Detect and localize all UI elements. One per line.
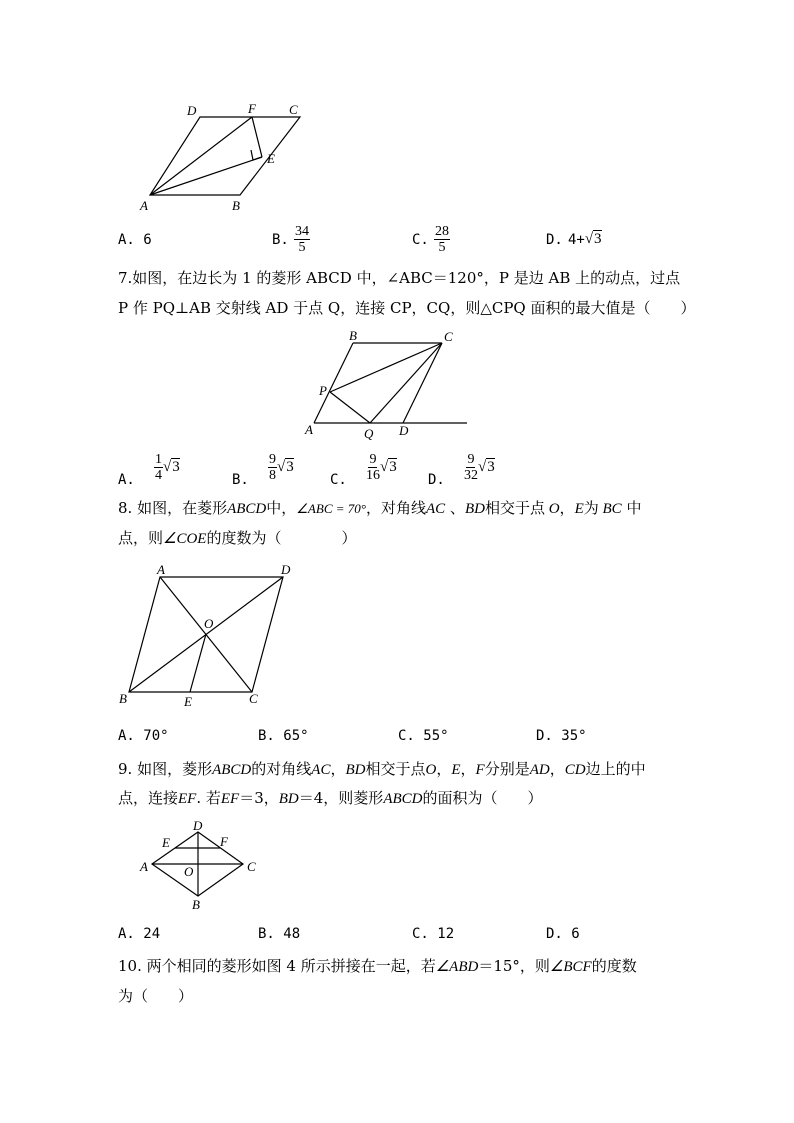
text-segment: 的面积为（ ） [422,789,543,807]
numerator: 28 [434,224,449,239]
text-segment: ， [549,760,565,778]
text-segment: 中， [266,499,297,517]
text-segment: ， [330,760,346,778]
fig8-label-c: C [249,691,258,706]
fig8-label-b: B [119,691,127,706]
math-segment: EF [220,791,240,807]
fig6-label-a: A [140,198,148,213]
q8-option-c[interactable]: C. 55° [398,728,449,744]
math-segment: BD [345,762,366,778]
text-segment: ＝4，则菱形 [298,789,384,807]
q6-option-b-prefix: B. [272,232,289,248]
fig8-label-o: O [204,616,214,631]
sqrt: √3 [477,459,495,475]
sqrt: √3 [584,231,602,247]
denominator: 4 [154,468,162,483]
q7-option-a-prefix: A. [118,472,135,488]
numerator: 34 [294,224,309,239]
math-segment: AC [311,762,331,778]
math-segment: BD [464,501,485,517]
math-segment: E [451,762,461,778]
text-segment: 点，则 [118,529,164,547]
q10-line-2: 为（ ） [118,987,194,1005]
denominator: 32 [463,468,478,483]
q10-line-1 [118,956,637,977]
math-segment: ABCD [212,762,252,778]
math-segment: BC [598,501,622,517]
radicand: 3 [594,231,602,247]
math-segment: ABCD [227,501,267,517]
q7-option-a[interactable] [118,452,180,488]
text-segment: 的对角线 [251,760,312,778]
text-segment: . 若 [196,789,221,807]
math-segment: ∠COE [163,531,207,547]
fig8-label-d: D [281,562,291,577]
fig6-label-f: F [248,101,256,116]
fig9-label-b: B [192,897,200,912]
math-segment: E [574,501,584,517]
numerator: 1 [154,452,162,467]
fraction [154,452,163,483]
q9-line-2 [118,788,543,809]
q6-option-c[interactable] [412,224,450,255]
text-segment: ，对角线 [365,499,426,517]
sqrt: √3 [276,459,294,475]
q6-option-d-int: 4+ [567,232,585,248]
radicand: 3 [487,459,495,475]
q8-option-b[interactable]: B. 65° [258,728,309,744]
fig6-label-e: E [267,151,275,166]
q7-option-c[interactable] [330,452,397,488]
q6-option-b[interactable] [272,224,310,255]
q7-line-2: P 作 PQ⊥AB 交射线 AD 于点 Q，连接 CP，CQ，则△CPQ 面积的最大值是（ ） [118,299,696,317]
math-segment: ∠ABD [435,959,479,975]
math-segment: AC [425,501,446,517]
q6-option-a[interactable]: A. 6 [118,232,152,248]
fraction [294,224,310,255]
q9-option-b[interactable]: B. 48 [258,926,301,942]
fig9-label-f: F [220,834,228,849]
math-segment: BD [278,791,299,807]
q7-option-d-prefix: D. [428,472,445,488]
fig7-label-b: B [349,328,357,343]
q8-line-1 [118,498,641,519]
fig9-label-a: A [140,859,148,874]
radicand: 3 [172,459,180,475]
fraction [268,452,277,483]
fig6-label-d: D [187,103,197,118]
text-segment: ＝3， [239,789,279,807]
q7-option-c-prefix: C. [330,472,347,488]
denominator: 5 [438,240,446,255]
math-segment: ABCD [383,791,423,807]
fraction [434,224,450,255]
math-segment: ∠BCF [549,959,592,975]
math-segment: AD [529,762,550,778]
math-segment: O [544,501,560,517]
text-segment: 10. 两个相同的菱形如图 4 所示拼接在一起，若 [118,957,436,975]
numerator: 9 [268,452,276,467]
q8-line-2 [118,528,356,549]
text-segment: 的度数 [591,957,637,975]
text-segment: 9. 如图，菱形 [118,760,213,778]
sqrt: √3 [162,459,180,475]
q6-option-d-prefix: D. [546,232,563,248]
fraction [366,452,380,483]
radicand: 3 [389,459,397,475]
math-segment: ∠ABC = 70° [296,501,366,516]
sqrt: √3 [379,459,397,475]
q6-option-c-prefix: C. [412,232,429,248]
fig8-label-e: E [184,694,192,709]
numerator: 9 [467,452,475,467]
numerator: 9 [369,452,377,467]
q8-option-d[interactable]: D. 35° [536,728,587,744]
denominator: 16 [365,468,380,483]
denominator: 8 [268,468,276,483]
text-segment: 点，连接 [118,789,179,807]
q7-line-1: 7.如图，在边长为 1 的菱形 ABCD 中，∠ABC＝120°，P 是边 AB 上的动点，过点 [118,269,681,287]
fig7-label-q: Q [364,426,374,441]
fig7-label-c: C [444,329,453,344]
fig7-label-p: P [319,383,327,398]
fig6-label-b: B [232,198,240,213]
q7-option-b-prefix: B. [232,472,249,488]
text-segment: 分别是 [484,760,530,778]
fig9-label-e: E [162,835,170,850]
q9-option-a[interactable]: A. 24 [118,926,161,942]
math-segment: CD [564,762,586,778]
fraction [464,452,478,483]
text-segment: 相交于点 [484,499,545,517]
text-segment: 、 [445,499,465,517]
text-segment: 中 [621,499,642,517]
fig6-label-c: C [289,102,298,117]
fig7-label-a: A [305,422,313,437]
math-segment: EF [178,791,197,807]
fig7-label-d: D [399,423,409,438]
q7-option-b[interactable] [232,452,294,488]
math-segment: F [475,762,485,778]
text-segment: 边上的中 [585,760,646,778]
fig9-label-o: O [184,864,194,879]
fig9-label-d: D [193,818,203,833]
text-segment: ， [436,760,452,778]
q7-option-d[interactable] [428,452,495,488]
text-segment: 为 [583,499,599,517]
text-segment: 8. 如图，在菱形 [118,499,228,517]
denominator: 5 [298,240,306,255]
fig8-label-a: A [157,562,165,577]
fig9-label-c: C [247,859,256,874]
radicand: 3 [286,459,294,475]
q8-option-a[interactable]: A. 70° [118,728,169,744]
text-segment: ， [460,760,476,778]
math-segment: O [425,762,437,778]
text-segment: ＝15°，则 [478,957,550,975]
text-segment: ， [559,499,575,517]
q9-option-d[interactable]: D. 6 [546,926,580,942]
q6-option-d[interactable] [546,229,602,248]
q9-option-c[interactable]: C. 12 [412,926,455,942]
q9-line-1 [118,759,646,780]
text-segment: 相交于点 [365,760,426,778]
text-segment: 的度数为（ ） [206,529,357,547]
